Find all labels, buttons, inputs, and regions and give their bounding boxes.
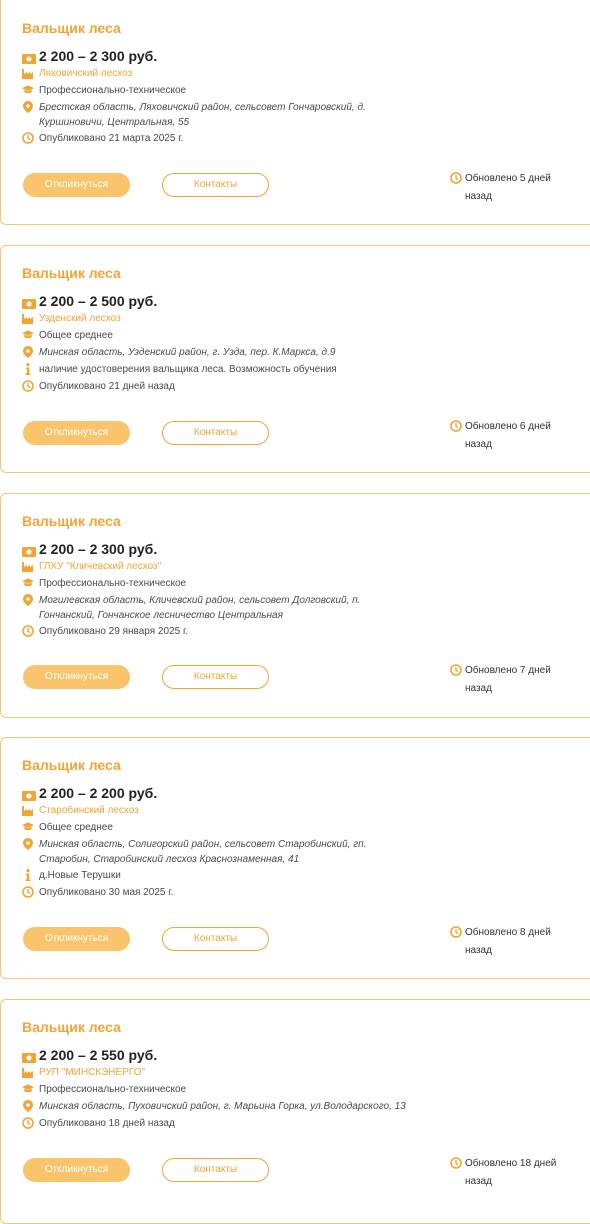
money-icon (22, 788, 36, 798)
published-text: Опубликовано 21 марта 2025 г. (39, 133, 184, 144)
money-icon (22, 544, 36, 554)
education-row (22, 1082, 186, 1097)
salary-value: 2 200 – 2 300 руб. (39, 48, 158, 64)
contacts-button[interactable]: Контакты (162, 421, 269, 445)
published-text: Опубликовано 29 января 2025 г. (39, 626, 189, 637)
vacancy-card (0, 245, 590, 473)
employer-link[interactable]: ГЛХУ "Кличевский лесхоз" (39, 561, 162, 572)
salary (22, 541, 157, 557)
employer-row (22, 66, 132, 81)
vacancy-title[interactable]: Вальщик леса (22, 1019, 121, 1035)
education-row (22, 328, 113, 343)
contacts-button[interactable]: Контакты (162, 927, 269, 951)
published-text: Опубликовано 18 дней назад (39, 1118, 175, 1129)
apply-button[interactable]: Откликнуться (23, 421, 130, 445)
clock-icon (22, 132, 34, 144)
employer-row (22, 1065, 145, 1080)
info-icon (22, 869, 34, 881)
clock-icon (22, 380, 34, 392)
map-pin-icon (22, 101, 34, 113)
graduation-cap-icon (22, 329, 34, 341)
info-row (22, 868, 121, 883)
vacancy-card (0, 999, 590, 1224)
updated-text: Обновлено 8 дней назад (465, 927, 551, 956)
factory-icon (22, 312, 34, 324)
apply-button[interactable]: Откликнуться (23, 927, 130, 951)
map-pin-icon (22, 1100, 34, 1112)
info-text: д.Новые Терушки (39, 870, 121, 881)
address-text: Брестская область, Ляховичский район, сельсовет Гончаровский, д. Куршиновичи, Центральная, 55 (39, 102, 366, 128)
graduation-cap-icon (22, 577, 34, 589)
address-row (22, 345, 414, 360)
clock-icon (22, 625, 34, 637)
updated-info (450, 924, 560, 960)
vacancy-title[interactable]: Вальщик леса (22, 20, 121, 36)
employer-row (22, 803, 139, 818)
clock-icon (450, 664, 462, 676)
factory-icon (22, 804, 34, 816)
updated-text: Обновлено 6 дней назад (465, 421, 551, 450)
vacancy-title[interactable]: Вальщик леса (22, 265, 121, 281)
clock-icon (450, 172, 462, 184)
salary (22, 785, 157, 801)
money-icon (22, 51, 36, 61)
updated-info (450, 1155, 560, 1191)
vacancy-title[interactable]: Вальщик леса (22, 757, 121, 773)
factory-icon (22, 67, 34, 79)
factory-icon (22, 560, 34, 572)
contacts-button[interactable]: Контакты (162, 1158, 269, 1182)
map-pin-icon (22, 346, 34, 358)
apply-button[interactable]: Откликнуться (23, 665, 130, 689)
apply-button[interactable]: Откликнуться (23, 173, 130, 197)
graduation-cap-icon (22, 84, 34, 96)
salary-value: 2 200 – 2 550 руб. (39, 1047, 158, 1063)
address-row (22, 837, 414, 867)
salary (22, 1047, 157, 1063)
education-row (22, 83, 186, 98)
published-text: Опубликовано 30 мая 2025 г. (39, 887, 174, 898)
address-text: Минская область, Пуховичский район, г. Марьина Горка, ул.Володарского, 13 (39, 1101, 406, 1112)
contacts-button[interactable]: Контакты (162, 173, 269, 197)
employer-link[interactable]: Старобинский лесхоз (39, 805, 139, 816)
address-text: Минская область, Узденский район, г. Узда, пер. К.Маркса, д.9 (39, 347, 336, 358)
money-icon (22, 296, 36, 306)
updated-text: Обновлено 5 дней назад (465, 173, 551, 202)
education-text: Профессионально-техническое (39, 578, 187, 589)
vacancy-card (0, 0, 590, 225)
education-row (22, 820, 113, 835)
clock-icon (450, 926, 462, 938)
updated-text: Обновлено 18 дней назад (465, 1158, 557, 1187)
address-text: Минская область, Солигорский район, сельсовет Старобинский, гп. Старобин, Старобинский лесхоз Краснознаменная, 41 (39, 839, 367, 865)
info-row (22, 362, 337, 377)
education-row (22, 576, 186, 591)
updated-text: Обновлено 7 дней назад (465, 665, 551, 694)
graduation-cap-icon (22, 821, 34, 833)
clock-icon (22, 886, 34, 898)
updated-info (450, 418, 560, 454)
updated-info (450, 662, 560, 698)
salary-value: 2 200 – 2 500 руб. (39, 293, 158, 309)
map-pin-icon (22, 838, 34, 850)
salary (22, 48, 157, 64)
employer-link[interactable]: Ляховичский лесхоз (39, 68, 133, 79)
education-text: Профессионально-техническое (39, 85, 187, 96)
published-row (22, 885, 173, 900)
education-text: Профессионально-техническое (39, 1084, 187, 1095)
published-text: Опубликовано 21 дней назад (39, 381, 175, 392)
updated-info (450, 170, 560, 206)
published-row (22, 131, 183, 146)
salary (22, 293, 157, 309)
contacts-button[interactable]: Контакты (162, 665, 269, 689)
factory-icon (22, 1066, 34, 1078)
published-row (22, 379, 175, 394)
address-row (22, 593, 414, 623)
clock-icon (22, 1117, 34, 1129)
employer-link[interactable]: Узденский лесхоз (39, 313, 121, 324)
graduation-cap-icon (22, 1083, 34, 1095)
map-pin-icon (22, 594, 34, 606)
salary-value: 2 200 – 2 300 руб. (39, 541, 158, 557)
vacancy-card (0, 737, 590, 979)
address-text: Могилевская область, Кличевский район, сельсовет Долговский, п. Гончанский, Гончанское лесничество Центральная (39, 595, 361, 621)
address-row (22, 100, 414, 130)
vacancy-title[interactable]: Вальщик леса (22, 513, 121, 529)
apply-button[interactable]: Откликнуться (23, 1158, 130, 1182)
employer-row (22, 311, 121, 326)
info-icon (22, 363, 34, 375)
salary-value: 2 200 – 2 200 руб. (39, 785, 158, 801)
info-text: наличие удостоверения вальщика леса. Возможность обучения (39, 364, 337, 375)
employer-link[interactable]: РУП "МИНСКЭНЕРГО" (39, 1067, 146, 1078)
published-row (22, 1116, 175, 1131)
vacancy-card (0, 493, 590, 718)
education-text: Общее среднее (39, 822, 113, 833)
clock-icon (450, 1157, 462, 1169)
address-row (22, 1099, 414, 1114)
clock-icon (450, 420, 462, 432)
money-icon (22, 1050, 36, 1060)
education-text: Общее среднее (39, 330, 113, 341)
employer-row (22, 559, 161, 574)
published-row (22, 624, 188, 639)
